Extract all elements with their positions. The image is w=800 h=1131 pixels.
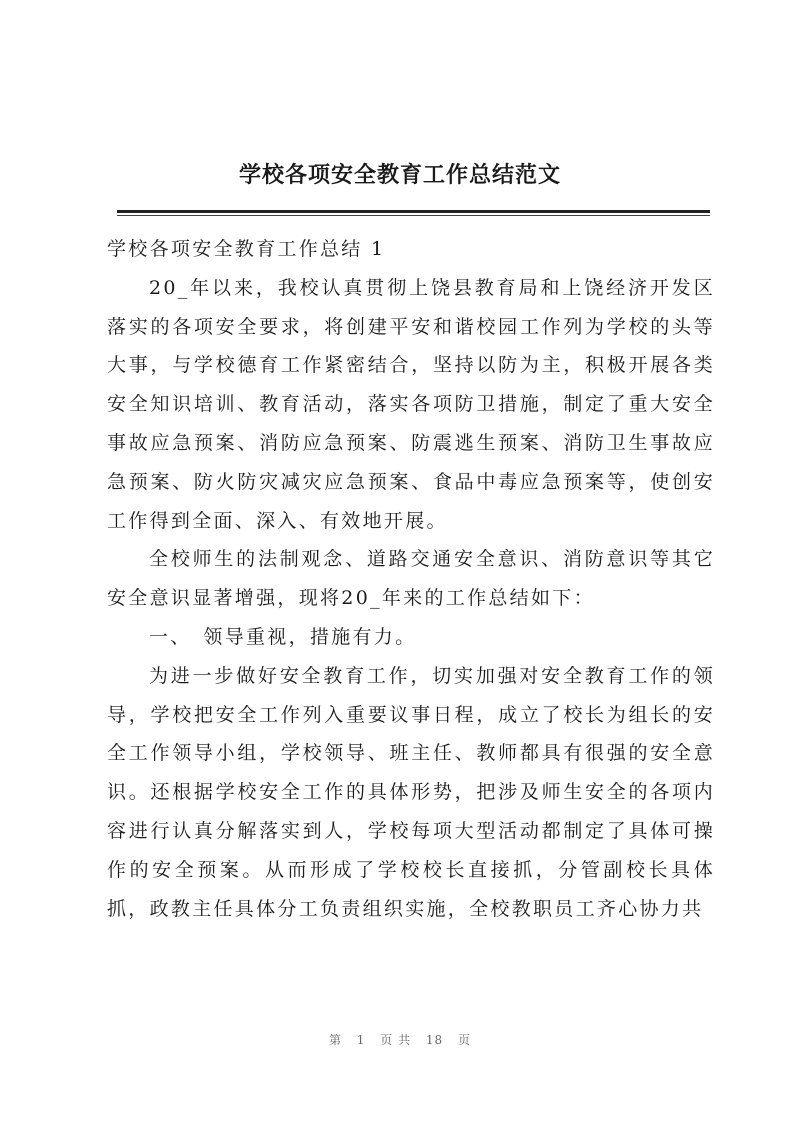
footer-current-page: 1 xyxy=(356,1033,366,1047)
footer-total-pages: 18 xyxy=(425,1033,444,1047)
paragraph: 为进一步做好安全教育工作，切实加强对安全教育工作的领导，学校把安全工作列入重要议事日程，成立了校长为组长的安全工作领导小组，学校领导、班主任、教师都具有很强的安全意识。还根据学校安全工作的具体形势，把涉及师生安全的各项内容进行认真分解落实到人，学校每项大型活动都制定了具体可操作的安全预案。从而形成了学校校长直接抓，分管副校长具体抓，政教主任具体分工负责组织实施，全校教职员工齐心协力共 xyxy=(107,664,715,920)
document-body xyxy=(107,230,715,928)
title-divider-thick xyxy=(117,210,710,213)
title-divider-thin xyxy=(117,215,710,216)
footer-page-label: 第 xyxy=(328,1033,342,1047)
page-footer xyxy=(0,1031,800,1048)
paragraph: 20_年以来，我校认真贯彻上饶县教育局和上饶经济开发区落实的各项安全要求，将创建平安和谐校园工作列为学校的头等大事，与学校德育工作紧密结合，坚持以防为主，积极开展各类安全知识培训、教育活动，落实各项防卫措施，制定了重大安全事故应急预案、消防应急预案、防震逃生预案、消防卫生事故应急预案、防火防灾减灾应急预案、食品中毒应急预案等，使创安工作得到全面、深入、有效地开展。 xyxy=(107,276,715,532)
footer-pages-label: 页 xyxy=(458,1033,472,1047)
document-title: 学校各项安全教育工作总结范文 xyxy=(238,162,561,188)
paragraph: 全校师生的法制观念、道路交通安全意识、消防意识等其它安全意识显著增强，现将20_年来的工作总结如下： xyxy=(107,548,715,610)
section-heading: 学校各项安全教育工作总结 1 xyxy=(107,238,386,260)
footer-of-label: 页 共 xyxy=(380,1033,412,1047)
subsection-heading: 一、 领导重视，措施有力。 xyxy=(149,625,417,648)
